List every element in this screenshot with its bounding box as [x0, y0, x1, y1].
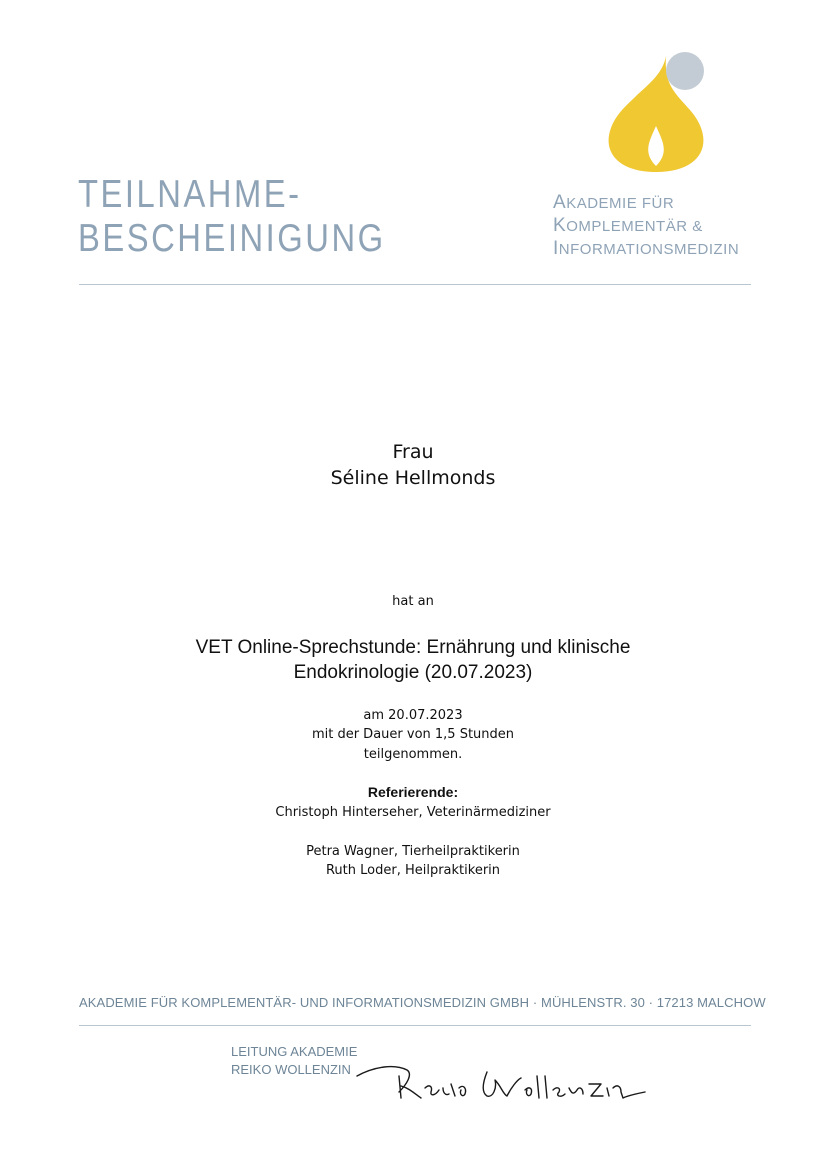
org-name-line3: INFORMATIONSMEDIZIN: [553, 238, 740, 259]
course-title-line1: VET Online-Sprechstunde: Ernährung und klinische: [195, 637, 631, 658]
org-name-line1: AKADEMIE FÜR: [553, 192, 675, 213]
footer-divider: [79, 1025, 751, 1026]
handwritten-signature-icon: [355, 1058, 650, 1108]
intro-text: hat an: [392, 594, 434, 609]
speaker-item: Ruth Loder, Heilpraktikerin: [325, 863, 501, 878]
participated-line: teilgenommen.: [363, 747, 463, 762]
speakers-heading: Referierende:: [367, 784, 459, 800]
signature-name: REIKO WOLLENZIN: [231, 1062, 351, 1077]
date-line: am 20.07.2023: [363, 708, 463, 723]
footer-address: AKADEMIE FÜR KOMPLEMENTÄR- UND INFORMATIONSMEDIZIN GMBH · MÜHLENSTR. 30 · 17213 MALCHOW: [79, 995, 766, 1010]
academy-logo-icon: [600, 48, 712, 176]
org-name-line2: KOMPLEMENTÄR &: [553, 215, 703, 236]
speaker-item: Christoph Hinterseher, Veterinärmediziner: [275, 805, 551, 820]
speaker-item: Petra Wagner, Tierheilpraktikerin: [306, 844, 520, 859]
course-title-line2: Endokrinologie (20.07.2023): [293, 662, 533, 683]
certificate-title-line2: BESCHEINIGUNG: [78, 217, 386, 260]
recipient-salutation: Frau: [392, 441, 434, 463]
header-divider: [79, 284, 751, 285]
recipient-name: Séline Hellmonds: [330, 467, 496, 489]
certificate-title-line1: TEILNAHME-: [78, 173, 302, 216]
duration-line: mit der Dauer von 1,5 Stunden: [311, 727, 515, 742]
signature-role: LEITUNG AKADEMIE: [231, 1044, 358, 1059]
